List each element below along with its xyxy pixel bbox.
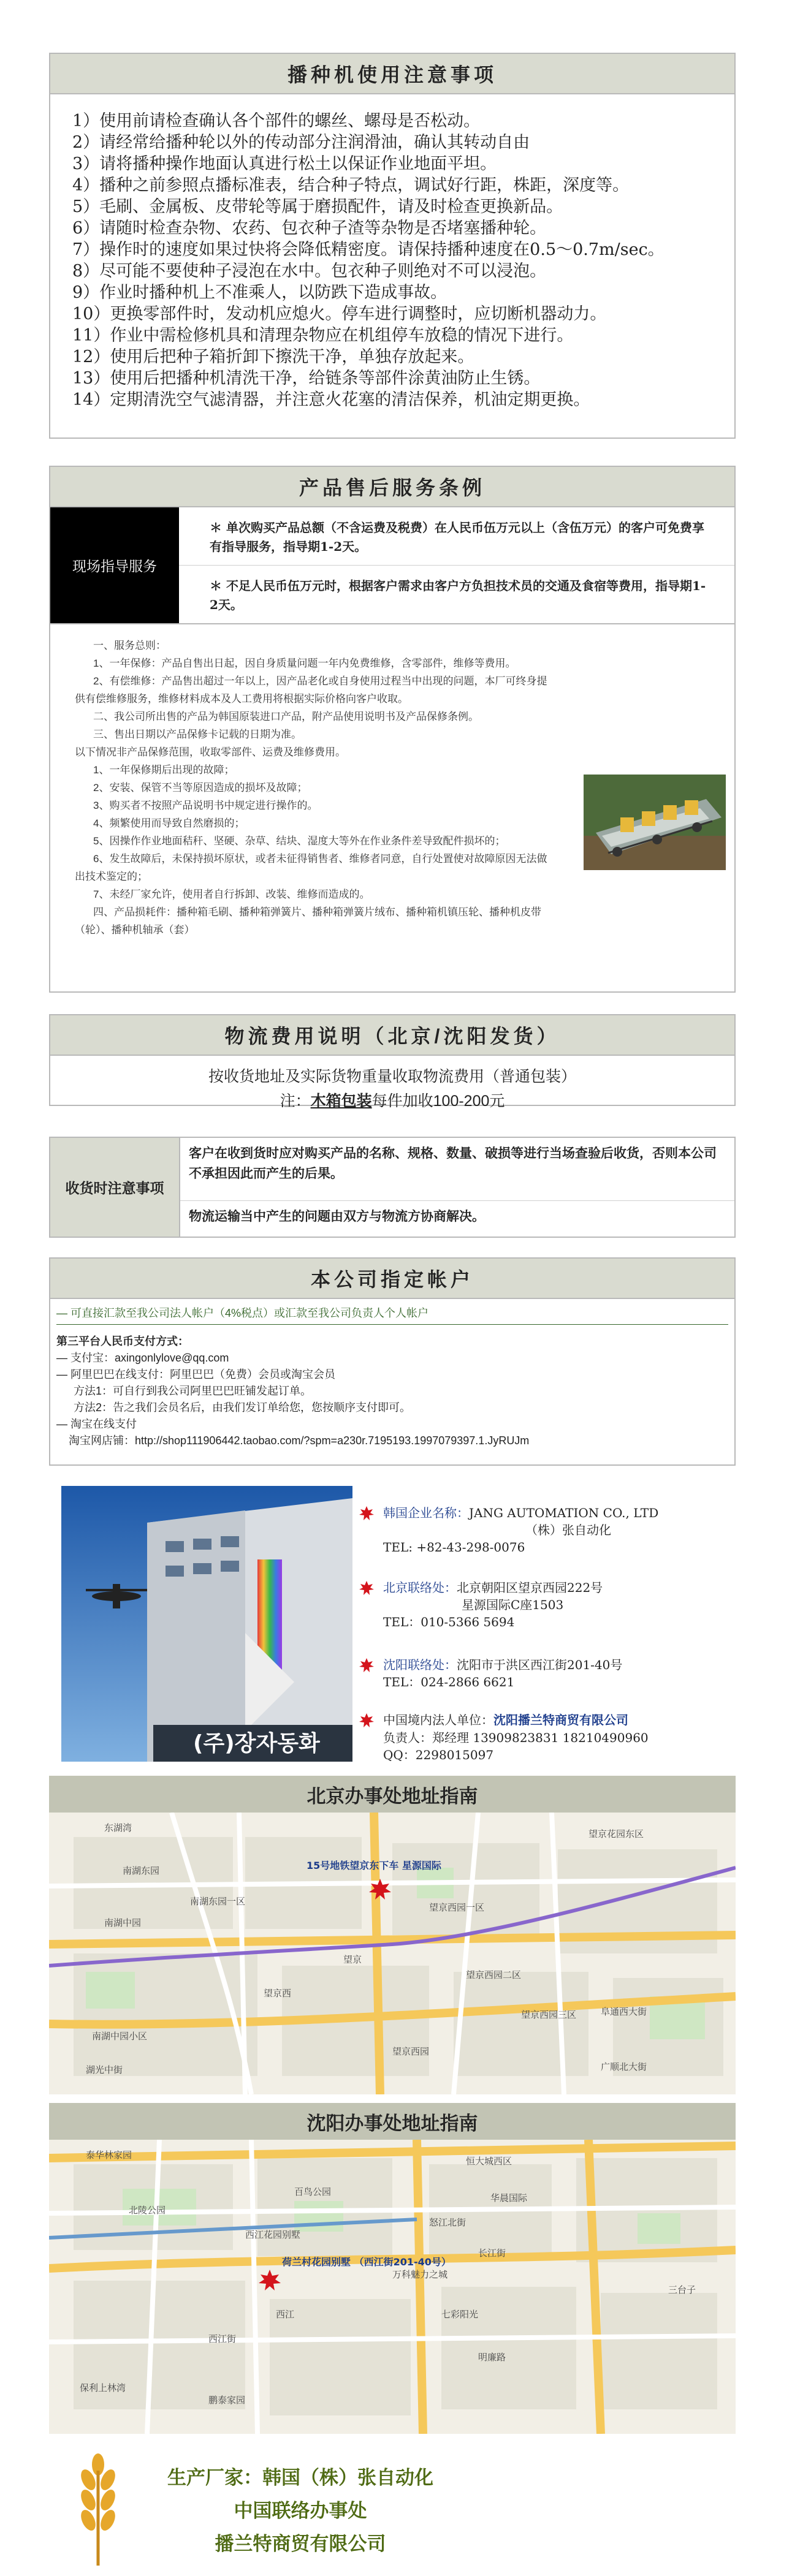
wheat-icon — [61, 2452, 135, 2569]
shenyang-map[interactable] — [49, 2140, 736, 2434]
map-label: 西江 — [276, 2309, 295, 2320]
map-label: 湖光中街 — [86, 2064, 123, 2075]
account-panel — [49, 1257, 736, 1466]
map-label: 南湖东园一区 — [190, 1896, 246, 1907]
service-terms — [50, 624, 734, 945]
usage-item: 9）作业时播种机上不准乘人，以防跌下造成事故。 — [72, 283, 447, 302]
contact-shenyang — [383, 1656, 622, 1691]
map-label: 望京西园二区 — [466, 1969, 522, 1980]
map-label: 南湖中园小区 — [92, 2031, 148, 2042]
china-entity-name: 沈阳播兰特商贸有限公司 — [493, 1714, 628, 1727]
map-label: 西江花园别墅 — [245, 2229, 301, 2240]
beijing-tel: TEL：010-5366 5694 — [383, 1615, 515, 1629]
service-term: 四、产品损耗件：播种箱毛刷、播种箱弹簧片、播种箱弹簧片绒布、播种箱机镇压轮、播种机皮带 — [93, 906, 541, 918]
usage-panel — [49, 53, 736, 439]
map-label: 望京西园一区 — [429, 1902, 485, 1913]
usage-list — [50, 94, 734, 411]
map-label: 西江街 — [208, 2333, 237, 2344]
shenyang-address: 沈阳市于洪区西江街201-40号 — [457, 1657, 623, 1672]
map-label: 怒江北街 — [429, 2217, 466, 2228]
service-term: 7、未经厂家允许，使用者自行拆卸、改装、维修而造成的。 — [93, 888, 370, 900]
map-label: 恒大城西区 — [466, 2156, 512, 2167]
receipt-notice — [49, 1137, 736, 1238]
usage-item: 14）定期清洗空气滤清器，并注意火花塞的清洁保养，机油定期更换。 — [72, 390, 590, 409]
beijing-label: 北京联络处： — [383, 1580, 457, 1595]
beijing-map-title: 北京办事处地址指南 — [49, 1776, 736, 1813]
china-entity-qq: QQ：2298015097 — [383, 1748, 494, 1762]
service-term: （轮）、播种机轴承（套） — [75, 924, 195, 936]
usage-item: 11）作业中需检修机具和清理杂物应在机组停车放稳的情况下进行。 — [72, 326, 574, 345]
maple-leaf-icon — [359, 1657, 375, 1673]
usage-title: 播种机使用注意事项 — [50, 54, 734, 94]
map-label: 南湖东园 — [123, 1865, 160, 1876]
service-term: 1、一年保修：产品自售出日起，因自身质量问题一年内免费维修，含零部件，维修等费用。 — [93, 657, 516, 669]
korea-name: JANG AUTOMATION CO., LTD — [469, 1506, 659, 1520]
contact-china-entity — [383, 1711, 649, 1763]
contact-korea — [383, 1504, 658, 1556]
logistics-line: 按收货地址及实际货物重量收取物流费用（普通包装） — [208, 1068, 576, 1085]
map-label: 华晨国际 — [490, 2192, 528, 2203]
korea-label: 韩国企业名称： — [383, 1506, 469, 1520]
taobao-shop-link[interactable]: 淘宝网店铺：http://shop111906442.taobao.com/?spm=a230r.7195193.1997079397.1.JyRUJm — [69, 1434, 530, 1447]
account-remit-note: — 可直接汇款至我公司法人帐户（4%税点）或汇款至我公司负责人个人帐户 — [56, 1305, 728, 1325]
shenyang-office-marker: 荷兰村花园别墅 （西江街201-40号） — [282, 2256, 451, 2268]
map-label: 望京西园 — [392, 2046, 430, 2057]
contact-block — [55, 1480, 729, 1768]
usage-item: 3）请将播种操作地面认真进行松土以保证作业地面平坦。 — [72, 154, 497, 173]
china-entity-person: 负责人：郑经理 13909823831 18210490960 — [383, 1730, 649, 1745]
usage-item: 2）请经常给播种轮以外的传动部分注润滑油，确认其转动自由 — [72, 133, 530, 152]
logistics-note-suffix: 每件加收100-200元 — [371, 1093, 505, 1110]
alibaba-pay: — 阿里巴巴在线支付：阿里巴巴（免费）会员或淘宝会员 — [56, 1368, 335, 1381]
usage-item: 5）毛刷、金属板、皮带轮等属于磨损配件，请及时检查更换新品。 — [72, 197, 563, 216]
shenyang-label: 沈阳联络处： — [383, 1657, 457, 1672]
service-term: 4、频繁使用而导致自然磨损的； — [93, 817, 245, 829]
service-title: 产品售后服务条例 — [50, 467, 734, 507]
map-label: 明廉路 — [478, 2352, 506, 2363]
onsite-service-label: 现场指导服务 — [50, 507, 179, 623]
usage-item: 13）使用后把播种机清洗干净，给链条等部件涂黄油防止生锈。 — [72, 369, 541, 388]
third-party-pay-title: 第三平台人民币支付方式： — [56, 1335, 189, 1347]
maple-leaf-icon — [359, 1713, 375, 1729]
contact-beijing — [383, 1579, 603, 1631]
footer-office: 中国联络办事处 — [234, 2500, 367, 2521]
map-label: 七彩阳光 — [441, 2309, 479, 2320]
receipt-notice-label: 收货时注意事项 — [50, 1138, 180, 1237]
usage-item: 12）使用后把种子箱折卸下擦洗干净，单独存放起来。 — [72, 347, 474, 366]
footer-company: 播兰特商贸有限公司 — [215, 2533, 386, 2555]
usage-item: 8）尽可能不要使种子浸泡在水中。包衣种子则绝对不可以浸泡。 — [72, 262, 547, 281]
service-term: 出技术鉴定的； — [75, 871, 148, 882]
map-label: 北陵公园 — [129, 2205, 166, 2216]
logistics-title: 物流费用说明（北京/沈阳发货） — [50, 1015, 734, 1056]
korea-name-cn: （株）张自动化 — [525, 1523, 611, 1537]
taobao-pay: — 淘宝在线支付 — [56, 1418, 137, 1430]
service-term: 1、一年保修期后出现的故障； — [93, 764, 235, 776]
service-term: 一、服务总则： — [93, 640, 166, 651]
service-term: 以下情况非产品保修范围，收取零部件、运费及维修费用。 — [75, 746, 346, 758]
map-label: 万科魅力之城 — [392, 2269, 448, 2280]
map-label: 广顺北大街 — [601, 2061, 647, 2072]
usage-item: 6）请随时检查杂物、农药、包衣种子渣等杂物是否堵塞播种轮。 — [72, 219, 547, 238]
logistics-panel — [49, 1014, 736, 1110]
shenyang-tel: TEL：024-2866 6621 — [383, 1675, 515, 1689]
alipay-account: — 支付宝：axingonlylove@qq.com — [56, 1352, 229, 1364]
map-label: 望京 — [343, 1954, 362, 1965]
usage-item: 7）操作时的速度如果过快将会降低精密度。请保持播种速度在0.5～0.7m/sec。 — [72, 240, 664, 259]
service-term: 二、我公司所出售的产品为韩国原装进口产品，附产品使用说明书及产品保修条例。 — [93, 711, 479, 722]
beijing-address-2: 星源国际C座1503 — [462, 1597, 564, 1612]
korea-tel: TEL: +82-43-298-0076 — [383, 1540, 525, 1555]
service-term: 2、有偿维修：产品售出超过一年以上，因产品老化或自身使用过程当中出现的问题，本厂可终身提 — [93, 675, 547, 687]
usage-item: 10）更换零部件时，发动机应熄火。停车进行调整时，应切断机器动力。 — [72, 305, 607, 324]
service-term: 3、购买者不按照产品说明书中规定进行操作的。 — [93, 800, 318, 811]
beijing-map[interactable] — [49, 1813, 736, 2094]
service-term: 2、安装、保管不当等原因造成的损坏及故障； — [93, 782, 308, 794]
service-term: 供有偿维修服务，维修材料成本及人工费用将根据实际价格向客户收取。 — [75, 693, 408, 705]
onsite-service-rule: ＊ 单次购买产品总额（不含运费及税费）在人民币伍万元以上（含伍万元）的客户可免费享有指导服务，指导期1-2天。 — [210, 520, 704, 554]
service-panel — [49, 466, 736, 993]
map-label: 鹏泰家园 — [208, 2395, 246, 2406]
maple-leaf-icon — [359, 1580, 375, 1596]
usage-item: 4）播种之前参照点播标准表，结合种子特点，调试好行距，株距，深度等。 — [72, 176, 630, 195]
beijing-address: 北京朝阳区望京西园222号 — [457, 1580, 603, 1595]
building-sign: (주)장자동화 — [193, 1731, 320, 1756]
shenyang-map-title: 沈阳办事处地址指南 — [49, 2103, 736, 2140]
account-title: 本公司指定帐户 — [50, 1259, 734, 1299]
maple-leaf-icon — [359, 1506, 375, 1521]
map-label: 阜通西大街 — [601, 2006, 647, 2017]
alibaba-method: 方法1：可自行到我公司阿里巴巴旺铺发起订单。 — [74, 1385, 312, 1397]
logistics-line — [50, 1089, 734, 1113]
footer-manufacturer: 生产厂家：韩国（株）张自动化 — [167, 2467, 433, 2488]
map-label: 南湖中园 — [104, 1917, 142, 1928]
logistics-note-prefix: 注： — [280, 1093, 311, 1110]
receipt-notice-text: 物流运输当中产生的问题由双方与物流方协商解决。 — [180, 1200, 734, 1231]
map-label: 百鸟公园 — [294, 2186, 332, 2197]
onsite-service-row — [50, 507, 734, 624]
usage-item: 1）使用前请检查确认各个部件的螺丝、螺母是否松动。 — [72, 112, 481, 131]
map-label: 望京西园三区 — [521, 2009, 577, 2020]
map-label: 望京花园东区 — [588, 1828, 644, 1839]
receipt-notice-text: 客户在收到货时应对购买产品的名称、规格、数量、破损等进行当场查验后收货，否则本公司不承担因此而产生的后果。 — [189, 1145, 717, 1181]
logistics-wooden-box: 木箱包装 — [310, 1093, 372, 1110]
map-label: 保利上林湾 — [80, 2382, 126, 2393]
service-term: 三、售出日期以产品保修卡记载的日期为准。 — [93, 729, 302, 740]
map-label: 三台子 — [668, 2284, 696, 2295]
map-label: 泰华林家园 — [86, 2150, 132, 2161]
service-term: 6、发生故障后，未保持损坏原状，或者未征得销售者、维修者同意，自行处置使对故障原因无法做 — [93, 853, 547, 865]
map-label: 望京西 — [264, 1988, 292, 1999]
footer — [0, 2445, 792, 2576]
china-entity-label: 中国境内法人单位： — [383, 1713, 493, 1727]
onsite-service-rule: ＊ 不足人民币伍万元时，根据客户需求由客户方负担技术员的交通及食宿等费用，指导期1-2天。 — [179, 565, 734, 623]
map-label: 长江街 — [478, 2248, 506, 2259]
company-building-photo — [61, 1486, 352, 1762]
service-term: 5、因操作作业地面秸秆、坚硬、杂草、结块、湿度大等外在作业条件差导致配件损坏的； — [93, 835, 506, 847]
beijing-office-marker: 15号地铁望京东下车 星源国际 — [307, 1860, 441, 1871]
seeder-product-photo — [584, 775, 726, 870]
alibaba-method: 方法2：告之我们会员名后，由我们发订单给您，您按顺序支付即可。 — [74, 1401, 411, 1414]
map-label: 东湖湾 — [104, 1822, 132, 1833]
